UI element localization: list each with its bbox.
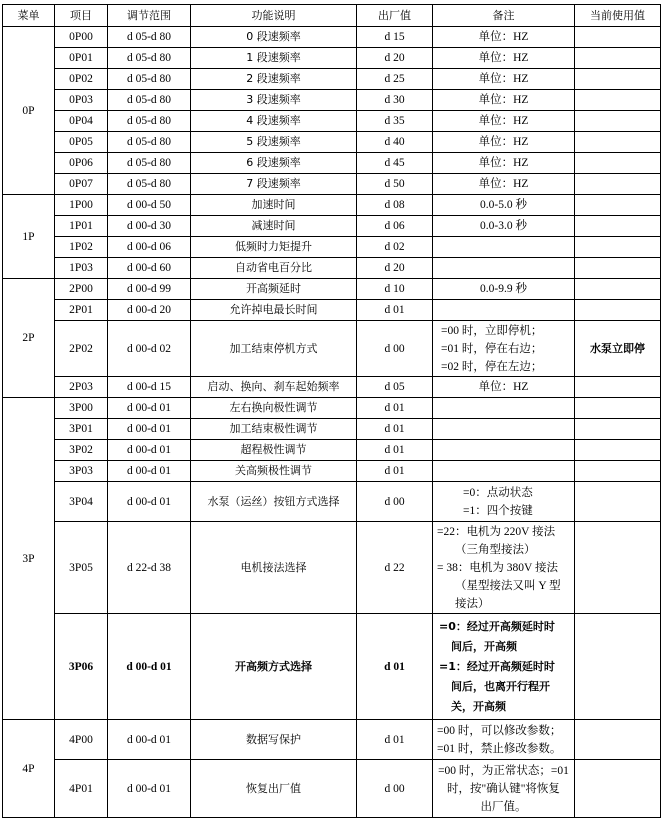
range-cell: d 00-d 60 (108, 258, 191, 279)
range-cell: d 05-d 80 (108, 132, 191, 153)
range-cell: d 05-d 80 (108, 69, 191, 90)
function-cell: 关高频极性调节 (191, 461, 357, 482)
range-cell: d 05-d 80 (108, 27, 191, 48)
current-cell (575, 720, 661, 760)
note-cell (433, 419, 575, 440)
header-item: 项目 (55, 5, 108, 27)
range-cell: d 00-d 50 (108, 195, 191, 216)
range-cell: d 00-d 30 (108, 216, 191, 237)
header-note: 备注 (433, 5, 575, 27)
note-cell (433, 482, 575, 522)
current-cell (575, 216, 661, 237)
item-cell: 1P00 (55, 195, 108, 216)
default-cell: d 30 (357, 90, 433, 111)
current-cell (575, 69, 661, 90)
function-cell: 电机接法选择 (191, 522, 357, 614)
default-cell: d 08 (357, 195, 433, 216)
header-range: 调节范围 (108, 5, 191, 27)
default-cell: d 00 (357, 321, 433, 377)
default-cell: d 01 (357, 614, 433, 720)
note-line: =01 时，停在右边； (441, 342, 543, 355)
note-cell (433, 522, 575, 614)
note-line: （星型接法又叫 Y 型 (455, 579, 561, 592)
function-cell: 3 段速频率 (191, 90, 357, 111)
item-cell: 2P02 (55, 321, 108, 377)
item-cell: 3P03 (55, 461, 108, 482)
current-cell (575, 48, 661, 69)
default-cell: d 01 (357, 398, 433, 419)
function-cell: 4 段速频率 (191, 111, 357, 132)
note-cell: 0.0-9.9 秒 (433, 279, 575, 300)
function-cell: 0 段速频率 (191, 27, 357, 48)
note-line: 接法） (455, 597, 490, 610)
note-cell (433, 760, 575, 818)
default-cell: d 40 (357, 132, 433, 153)
table-row (3, 132, 661, 153)
table-row (3, 279, 661, 300)
table-row (3, 300, 661, 321)
current-cell (575, 90, 661, 111)
item-cell: 4P01 (55, 760, 108, 818)
item-cell: 3P01 (55, 419, 108, 440)
range-cell: d 05-d 80 (108, 153, 191, 174)
item-cell: 3P04 (55, 482, 108, 522)
table-row (3, 153, 661, 174)
default-cell: d 06 (357, 216, 433, 237)
default-cell: d 02 (357, 237, 433, 258)
item-cell: 0P01 (55, 48, 108, 69)
item-cell: 1P03 (55, 258, 108, 279)
note-line: 时，按"确认键"将恢复 (447, 782, 560, 795)
header-default: 出厂值 (357, 5, 433, 27)
note-cell (433, 258, 575, 279)
current-cell (575, 482, 661, 522)
note-line: =1：四个按键 (463, 504, 533, 517)
item-cell: 2P03 (55, 377, 108, 398)
range-cell: d 00-d 01 (108, 760, 191, 818)
item-cell: 0P02 (55, 69, 108, 90)
current-cell (575, 614, 661, 720)
note-cell: 单位：HZ (433, 69, 575, 90)
note-line: =01 时，禁止修改参数。 (437, 742, 562, 755)
function-cell: 加速时间 (191, 195, 357, 216)
default-cell: d 01 (357, 419, 433, 440)
menu-cell: 2P (3, 279, 55, 398)
note-cell (433, 321, 575, 377)
function-cell: 水泵（运丝）按钮方式选择 (191, 482, 357, 522)
table-row (3, 27, 661, 48)
default-cell: d 22 (357, 522, 433, 614)
function-cell: 5 段速频率 (191, 132, 357, 153)
menu-cell: 4P (3, 720, 55, 818)
menu-cell: 1P (3, 195, 55, 279)
table-row (3, 195, 661, 216)
current-cell (575, 27, 661, 48)
item-cell: 3P00 (55, 398, 108, 419)
note-line: =0：点动状态 (463, 486, 533, 499)
current-cell (575, 760, 661, 818)
current-cell: 水泵立即停 (575, 321, 661, 377)
table-row (3, 419, 661, 440)
function-cell: 7 段速频率 (191, 174, 357, 195)
function-cell: 左右换向极性调节 (191, 398, 357, 419)
function-cell: 恢复出厂值 (191, 760, 357, 818)
current-cell (575, 153, 661, 174)
function-cell: 加工结束停机方式 (191, 321, 357, 377)
current-cell (575, 195, 661, 216)
range-cell: d 05-d 80 (108, 111, 191, 132)
current-cell (575, 237, 661, 258)
item-cell: 3P06 (55, 614, 108, 720)
range-cell: d 00-d 01 (108, 720, 191, 760)
current-cell (575, 279, 661, 300)
note-cell: 单位：HZ (433, 174, 575, 195)
header-current: 当前使用值 (575, 5, 661, 27)
note-line: 间后，开高频 (451, 639, 517, 653)
note-line: = 38：电机为 380V 接法 (437, 561, 558, 574)
note-line: =22：电机为 220V 接法 (437, 525, 556, 538)
table-row (3, 48, 661, 69)
note-line: （三角型接法） (455, 543, 536, 556)
table-row (3, 398, 661, 419)
table-row (3, 614, 661, 720)
function-cell: 6 段速频率 (191, 153, 357, 174)
note-line: =00 时，可以修改参数； (437, 724, 562, 737)
current-cell (575, 419, 661, 440)
item-cell: 2P01 (55, 300, 108, 321)
note-line: 出厂值。 (480, 800, 527, 813)
range-cell: d 00-d 01 (108, 461, 191, 482)
item-cell: 0P07 (55, 174, 108, 195)
note-line: =00 时，立即停机； (441, 324, 543, 337)
note-cell: 单位：HZ (433, 90, 575, 111)
range-cell: d 05-d 80 (108, 90, 191, 111)
note-cell (433, 300, 575, 321)
default-cell: d 35 (357, 111, 433, 132)
function-cell: 数据写保护 (191, 720, 357, 760)
note-line: =02 时，停在左边； (441, 360, 543, 373)
note-cell: 单位：HZ (433, 111, 575, 132)
range-cell: d 00-d 01 (108, 419, 191, 440)
default-cell: d 01 (357, 440, 433, 461)
function-cell: 2 段速频率 (191, 69, 357, 90)
table-row (3, 482, 661, 522)
item-cell: 4P00 (55, 720, 108, 760)
note-cell: 单位：HZ (433, 153, 575, 174)
range-cell: d 00-d 20 (108, 300, 191, 321)
range-cell: d 00-d 01 (108, 482, 191, 522)
note-cell: 单位：HZ (433, 377, 575, 398)
range-cell: d 22-d 38 (108, 522, 191, 614)
note-line: =00 时，为正常状态；=01 (438, 764, 569, 777)
note-cell: 单位：HZ (433, 48, 575, 69)
function-cell: 超程极性调节 (191, 440, 357, 461)
note-cell (433, 237, 575, 258)
default-cell: d 10 (357, 279, 433, 300)
default-cell: d 50 (357, 174, 433, 195)
current-cell (575, 300, 661, 321)
current-cell (575, 132, 661, 153)
current-cell (575, 522, 661, 614)
range-cell: d 00-d 02 (108, 321, 191, 377)
item-cell: 0P03 (55, 90, 108, 111)
current-cell (575, 398, 661, 419)
range-cell: d 05-d 80 (108, 48, 191, 69)
function-cell: 自动省电百分比 (191, 258, 357, 279)
note-cell: 0.0-5.0 秒 (433, 195, 575, 216)
default-cell: d 01 (357, 720, 433, 760)
note-cell: 单位：HZ (433, 132, 575, 153)
table-row (3, 174, 661, 195)
header-function: 功能说明 (191, 5, 357, 27)
function-cell: 1 段速频率 (191, 48, 357, 69)
note-cell (433, 398, 575, 419)
range-cell: d 00-d 99 (108, 279, 191, 300)
table-row (3, 90, 661, 111)
item-cell: 2P00 (55, 279, 108, 300)
table-row (3, 440, 661, 461)
range-cell: d 00-d 01 (108, 440, 191, 461)
table-row (3, 111, 661, 132)
menu-cell: 0P (3, 27, 55, 195)
table-row (3, 321, 661, 377)
current-cell (575, 440, 661, 461)
table-row (3, 461, 661, 482)
table-row (3, 258, 661, 279)
function-cell: 低频时力矩提升 (191, 237, 357, 258)
function-cell: 开高频延时 (191, 279, 357, 300)
note-line: 间后，也离开行程开 (451, 679, 550, 693)
range-cell: d 00-d 15 (108, 377, 191, 398)
default-cell: d 25 (357, 69, 433, 90)
note-line: 关，开高频 (451, 699, 506, 713)
default-cell: d 20 (357, 48, 433, 69)
item-cell: 1P01 (55, 216, 108, 237)
function-cell: 加工结束极性调节 (191, 419, 357, 440)
function-cell: 减速时间 (191, 216, 357, 237)
table-row (3, 237, 661, 258)
table-row (3, 69, 661, 90)
item-cell: 1P02 (55, 237, 108, 258)
note-cell (433, 614, 575, 720)
table-row (3, 760, 661, 818)
function-cell: 启动、换向、刹车起始频率 (191, 377, 357, 398)
default-cell: d 20 (357, 258, 433, 279)
current-cell (575, 111, 661, 132)
default-cell: d 45 (357, 153, 433, 174)
default-cell: d 15 (357, 27, 433, 48)
table-row (3, 522, 661, 614)
table-row (3, 377, 661, 398)
item-cell: 0P05 (55, 132, 108, 153)
item-cell: 0P06 (55, 153, 108, 174)
current-cell (575, 461, 661, 482)
note-cell: 单位：HZ (433, 27, 575, 48)
range-cell: d 00-d 06 (108, 237, 191, 258)
default-cell: d 05 (357, 377, 433, 398)
range-cell: d 00-d 01 (108, 398, 191, 419)
note-cell: 0.0-3.0 秒 (433, 216, 575, 237)
item-cell: 0P04 (55, 111, 108, 132)
default-cell: d 00 (357, 482, 433, 522)
range-cell: d 00-d 01 (108, 614, 191, 720)
note-cell (433, 440, 575, 461)
current-cell (575, 258, 661, 279)
menu-cell: 3P (3, 398, 55, 720)
table-row (3, 216, 661, 237)
note-line: =0：经过开高频延时时 (439, 619, 555, 633)
range-cell: d 05-d 80 (108, 174, 191, 195)
header-menu: 菜单 (3, 5, 55, 27)
item-cell: 3P02 (55, 440, 108, 461)
note-line: =1：经过开高频延时时 (439, 659, 555, 673)
function-cell: 开高频方式选择 (191, 614, 357, 720)
item-cell: 3P05 (55, 522, 108, 614)
current-cell (575, 377, 661, 398)
function-cell: 允许掉电最长时间 (191, 300, 357, 321)
header-row (3, 5, 661, 27)
current-cell (575, 174, 661, 195)
default-cell: d 01 (357, 461, 433, 482)
default-cell: d 01 (357, 300, 433, 321)
parameter-table (2, 4, 661, 818)
table-row (3, 720, 661, 760)
default-cell: d 00 (357, 760, 433, 818)
note-cell (433, 461, 575, 482)
item-cell: 0P00 (55, 27, 108, 48)
note-cell (433, 720, 575, 760)
